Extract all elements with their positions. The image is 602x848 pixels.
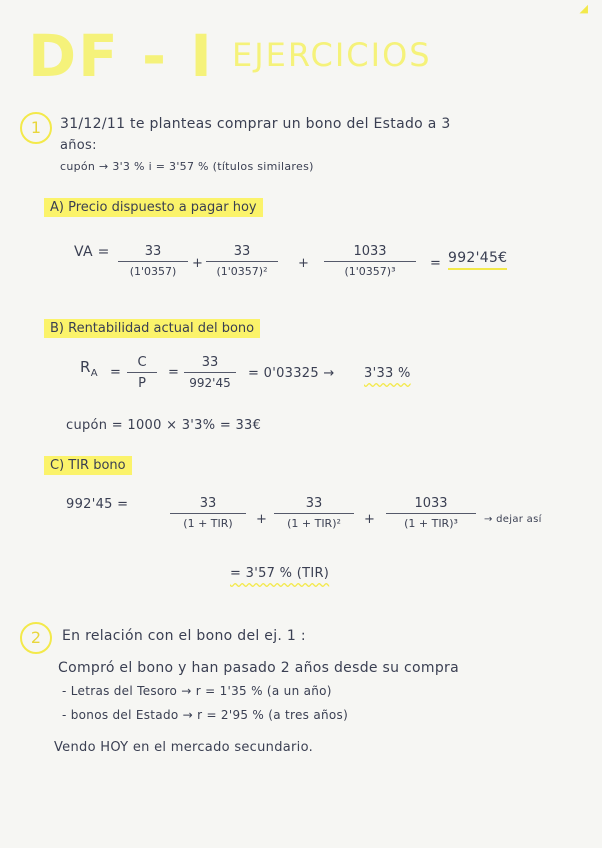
a-fraction-3	[322, 244, 418, 278]
c-fraction-3-den: (1 + TIR)³	[404, 517, 458, 530]
a-fraction-1-den: (1'0357)	[129, 265, 177, 278]
c-left: 992'45 =	[66, 497, 129, 512]
c-note: → dejar así	[484, 514, 542, 525]
part-a-label: A) Precio dispuesto a pagar hoy	[44, 198, 263, 217]
exercise-1-number: 1	[20, 112, 52, 144]
ex2-line1: En relación con el bono del ej. 1 :	[62, 628, 306, 644]
ra-subscript: A	[90, 368, 98, 379]
c-fraction-2	[272, 496, 356, 530]
a-fraction-3-den: (1'0357)³	[344, 265, 396, 278]
plus-sign: +	[364, 512, 376, 527]
plus-sign: +	[256, 512, 268, 527]
b-result: 3'33 %	[364, 366, 411, 381]
plus-sign: +	[298, 256, 310, 271]
a-fraction-2	[204, 244, 280, 278]
ex2-line2: Compró el bono y han pasado 2 años desde su compra	[58, 660, 459, 676]
ex2-line3: - Letras del Tesoro → r = 1'35 % (a un año)	[62, 684, 332, 698]
ex1-line2: años:	[60, 138, 97, 153]
equals-sign: =	[110, 365, 122, 380]
ra-symbol	[80, 358, 98, 379]
b-cupon: cupón = 1000 × 3'3% = 33€	[66, 418, 262, 433]
a-fraction-2-den: (1'0357)²	[216, 265, 268, 278]
part-b-label: B) Rentabilidad actual del bono	[44, 319, 260, 338]
c-fraction-2-num: 33	[305, 496, 323, 511]
corner-mark: ◢	[579, 2, 588, 15]
equals-sign: =	[430, 256, 442, 271]
plus-sign: +	[192, 256, 204, 271]
b-fraction-cp	[122, 355, 162, 391]
a-result: 992'45€	[448, 250, 507, 270]
part-c-label: C) TIR bono	[44, 456, 132, 475]
title-ejercicios: EJERCICIOS	[232, 36, 432, 74]
c-fraction-1	[168, 496, 248, 530]
c-fraction-1-den: (1 + TIR)	[183, 517, 233, 530]
c-fraction-3	[384, 496, 478, 530]
b-fraction-num: 33	[201, 355, 219, 370]
c-result: = 3'57 % (TIR)	[230, 566, 330, 581]
exercise-2-number: 2	[20, 622, 52, 654]
b-fraction-values	[180, 355, 240, 390]
ex1-line3: cupón → 3'3 % i = 3'57 % (títulos similares)	[60, 160, 314, 173]
va-label: VA =	[74, 244, 110, 260]
a-fraction-1-num: 33	[144, 244, 162, 259]
b-intermediate: = 0'03325 →	[248, 366, 335, 381]
ex2-line4: - bonos del Estado → r = 2'95 % (a tres años)	[62, 708, 349, 722]
equals-sign: =	[168, 365, 180, 380]
ex2-line5: Vendo HOY en el mercado secundario.	[54, 740, 314, 755]
c-fraction-1-num: 33	[199, 496, 217, 511]
a-fraction-2-num: 33	[233, 244, 251, 259]
c-fraction-2-den: (1 + TIR)²	[287, 517, 341, 530]
ex1-line1: 31/12/11 te planteas comprar un bono del Estado a 3	[60, 116, 451, 132]
a-fraction-1	[116, 244, 190, 278]
a-fraction-3-num: 1033	[353, 244, 387, 259]
c-fraction-3-num: 1033	[414, 496, 448, 511]
b-fraction-den: 992'45	[189, 376, 231, 390]
b-fraction-p: P	[138, 376, 146, 391]
title-df: DF - I	[28, 22, 214, 90]
ra-letter: R	[80, 358, 91, 376]
b-fraction-c: C	[137, 355, 147, 370]
